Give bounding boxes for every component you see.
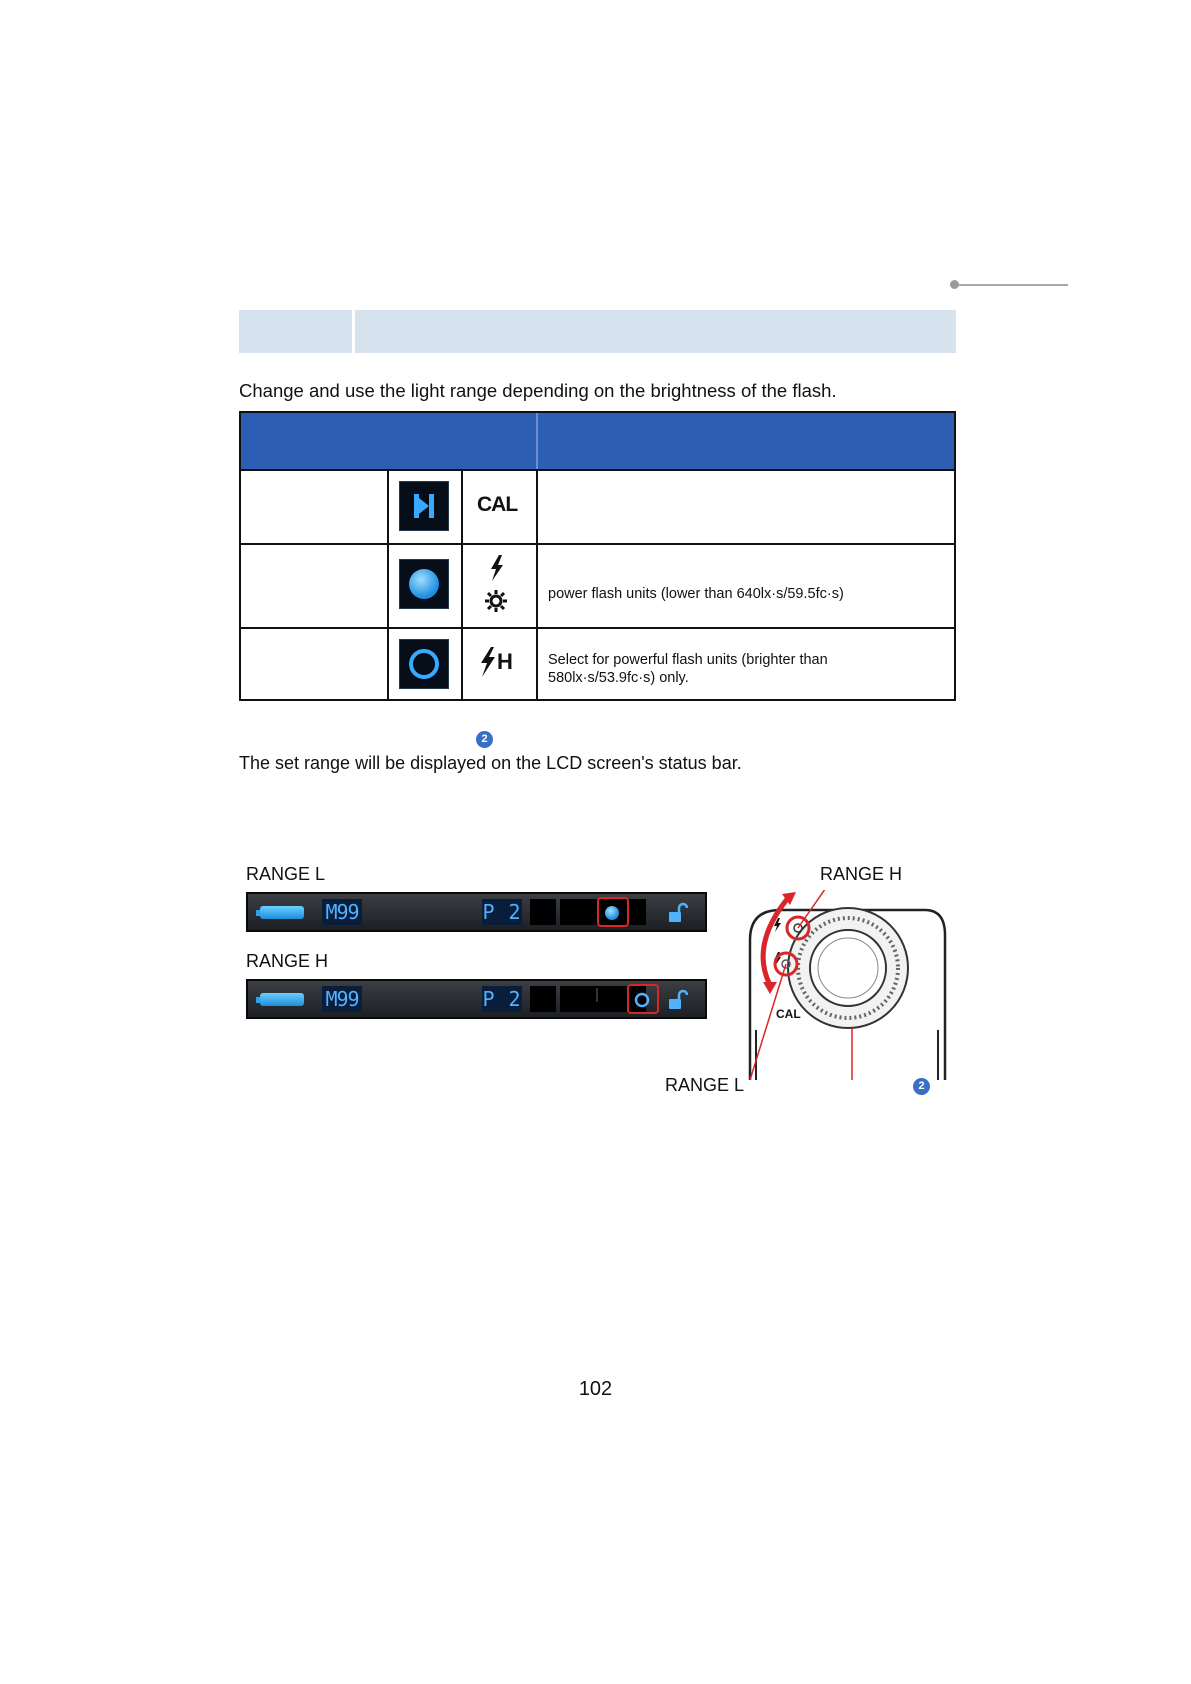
status-bar-h-label: RANGE H [246, 951, 329, 971]
step-badge: 2 [476, 731, 493, 748]
lcd-range-h-icon [399, 639, 449, 689]
range-table [239, 411, 956, 701]
section-header-right [355, 310, 956, 353]
range-l-description: power flash units (lower than 640lx·s/59.5fc·s) [548, 586, 844, 602]
status-bar-range-l [246, 892, 707, 932]
status-bar-l-label: RANGE L [246, 864, 326, 884]
highlight-box [597, 897, 629, 927]
mode-indicator: M99 [322, 899, 362, 925]
page-number: 102 [578, 1378, 613, 1400]
lock-icon [666, 989, 688, 1011]
note-text: The set range will be displayed on the LCD screen's status bar. [239, 753, 742, 773]
battery-icon [260, 906, 304, 919]
range-h-description: Select for powerful flash units (brighter than 580lx·s/53.9fc·s) only. [548, 652, 828, 686]
cal-symbol: CAL [477, 493, 518, 516]
diagram-step-badge: 2 [913, 1078, 930, 1095]
chapter-marker-line [958, 284, 1068, 286]
highlight-box [627, 984, 659, 1014]
diagram-label-range-h: RANGE H [820, 864, 903, 884]
dial-cal-text: CAL [776, 1007, 801, 1021]
meter-dial-diagram [730, 890, 960, 1080]
section-header-left [239, 310, 352, 353]
lcd-range-cal-icon [399, 481, 449, 531]
lock-icon [666, 902, 688, 924]
preset-indicator: P 2 [482, 900, 522, 924]
flash-high-icon: H [477, 645, 513, 679]
status-bar-range-h [246, 979, 707, 1019]
table-header [241, 413, 954, 469]
preset-indicator: P 2 [482, 987, 522, 1011]
battery-icon [260, 993, 304, 1006]
intro-text: Change and use the light range depending on the brightness of the flash. [239, 380, 837, 401]
flash-ambient-icon [483, 553, 513, 622]
mode-indicator: M99 [322, 986, 362, 1012]
diagram-label-range-l: RANGE L [665, 1075, 745, 1095]
lcd-range-l-icon [399, 559, 449, 609]
